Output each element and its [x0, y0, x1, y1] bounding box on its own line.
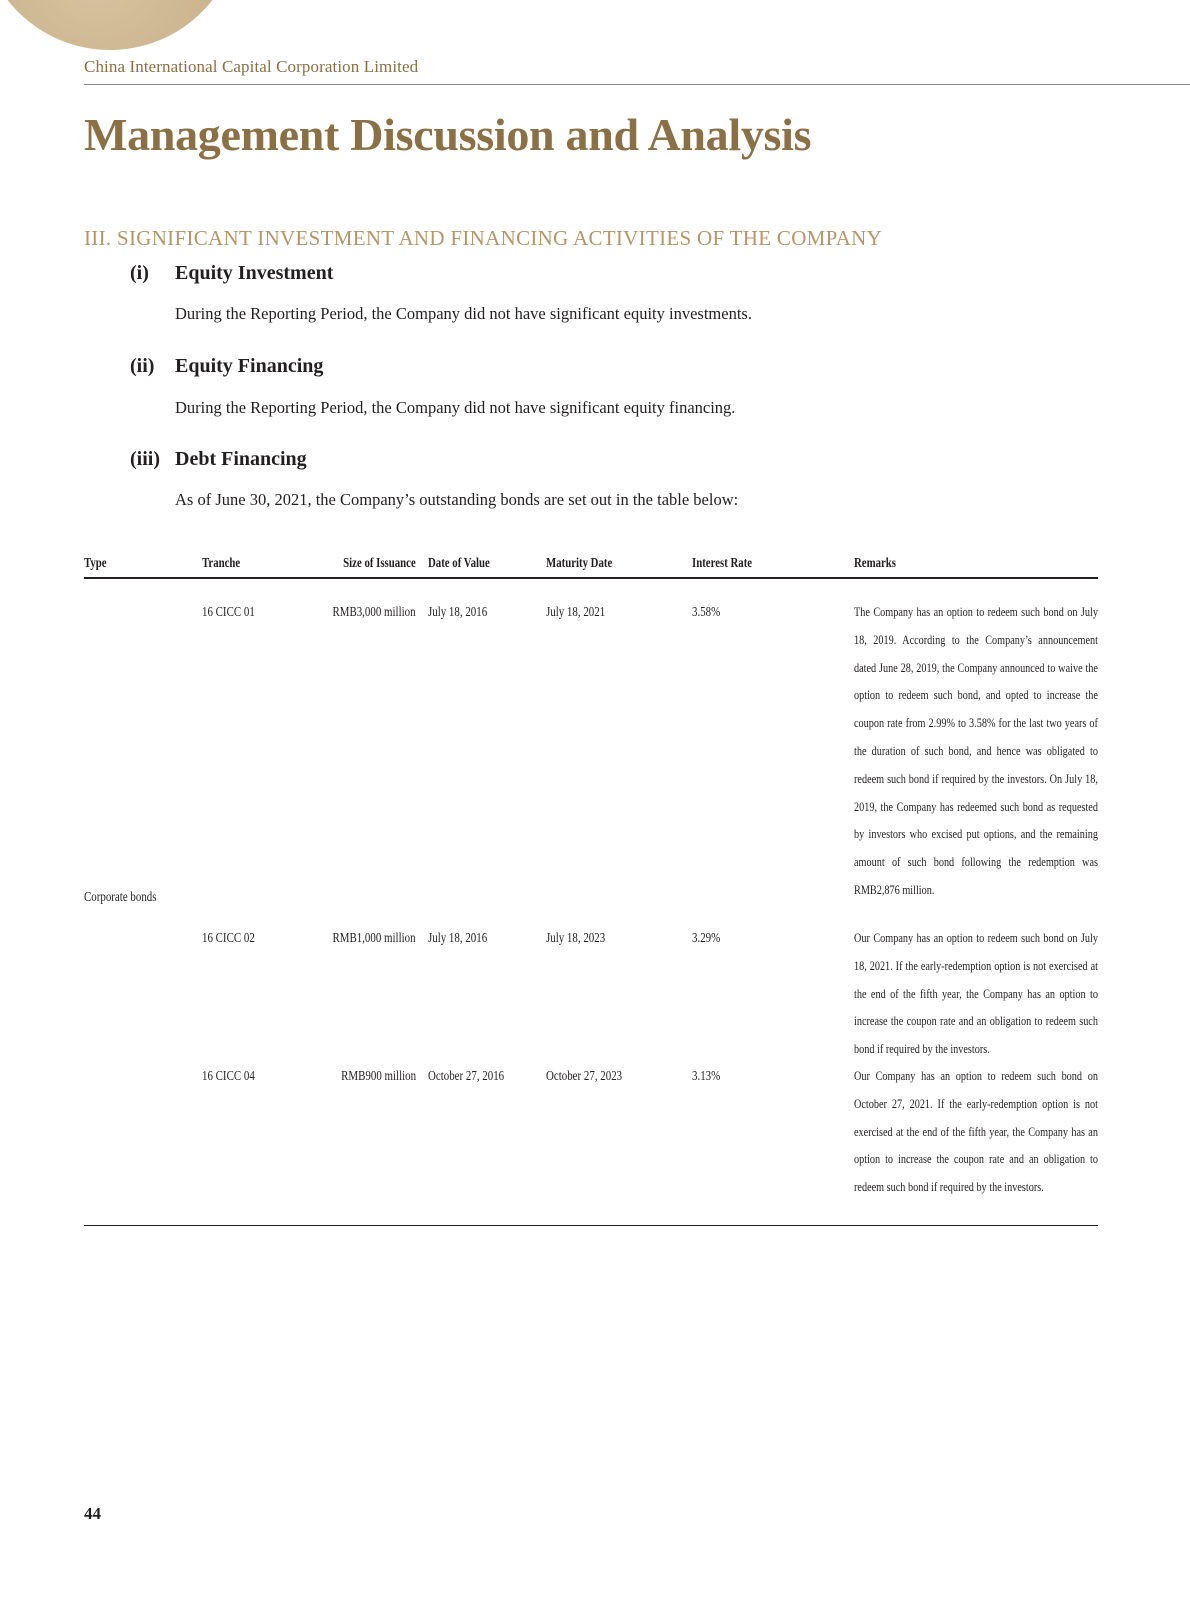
- remarks-cell: [854, 1062, 1098, 1201]
- tranche-cell: 16 CICC 01: [202, 605, 255, 620]
- size-cell: RMB900 million: [341, 1069, 416, 1084]
- date-of-value-cell: July 18, 2016: [428, 605, 488, 620]
- decorative-disc: [0, 0, 240, 50]
- subsection-title: Equity Financing: [175, 355, 324, 377]
- size-cell: RMB3,000 million: [332, 605, 416, 620]
- paragraph-equity-investment: During the Reporting Period, the Company did not have significant equity investments.: [175, 304, 752, 323]
- header-size: Size of Issuance: [343, 555, 416, 570]
- table-bottom-rule: [84, 1225, 1098, 1226]
- rate-cell: 3.13%: [692, 1069, 721, 1084]
- header-type: Type: [84, 555, 107, 570]
- remarks-text: Our Company has an option to redeem such bond on October 27, 2021. If the early-redemption option is not exercised at the end of the fifth year, the Company has an option to increase the coupon rate and an obligation to redeem such bond if required by the investors.: [854, 1068, 1098, 1195]
- remarks-cell: [854, 924, 1098, 1063]
- maturity-cell: October 27, 2023: [546, 1069, 623, 1084]
- date-of-value-cell: July 18, 2016: [428, 931, 488, 946]
- header-tranche: Tranche: [202, 555, 241, 570]
- header-interest-rate: Interest Rate: [692, 555, 753, 570]
- size-cell: RMB1,000 million: [332, 931, 416, 946]
- subsection-heading-equity-financing: [130, 355, 323, 378]
- page-number: 44: [84, 1504, 101, 1523]
- maturity-cell: July 18, 2023: [546, 931, 606, 946]
- header-maturity-date: Maturity Date: [546, 555, 613, 570]
- remarks-cell: [854, 598, 1098, 904]
- section-title: III. SIGNIFICANT INVESTMENT AND FINANCING ACTIVITIES OF THE COMPANY: [84, 226, 883, 250]
- header-date-of-value: Date of Value: [428, 555, 490, 570]
- page-title: Management Discussion and Analysis: [84, 109, 812, 160]
- date-of-value-cell: October 27, 2016: [428, 1069, 505, 1084]
- remarks-text: The Company has an option to redeem such bond on July 18, 2019. According to the Company’s announcement dated June 28, 2019, the Company announced to waive the option to redeem such bond, and opted to increase the coupon rate from 2.99% to 3.58% for the last two years of the duration of such bond, and hence was obligated to redeem such bond if required by the investors. On July 18, 2019, the Company has redeemed such bond as requested by investors who excised put options, and the remaining amount of such bond following the redemption was RMB2,876 million.: [854, 604, 1098, 897]
- remarks-text: Our Company has an option to redeem such bond on July 18, 2021. If the early-redemption option is not exercised at the end of the fifth year, the Company has an option to increase the coupon rate and an obligation to redeem such bond if required by the investors.: [854, 930, 1098, 1057]
- subsection-number: (iii): [130, 448, 160, 470]
- subsection-title: Equity Investment: [175, 262, 334, 284]
- paragraph-equity-financing: During the Reporting Period, the Company did not have significant equity financing.: [175, 398, 736, 417]
- rate-cell: 3.29%: [692, 931, 721, 946]
- header-divider: [84, 84, 1190, 85]
- company-name: China International Capital Corporation Limited: [84, 57, 419, 76]
- tranche-cell: 16 CICC 02: [202, 931, 255, 946]
- table-header-row: [84, 553, 1098, 579]
- rate-cell: 3.58%: [692, 605, 721, 620]
- tranche-cell: 16 CICC 04: [202, 1069, 255, 1084]
- subsection-number: (ii): [130, 355, 155, 377]
- paragraph-debt-financing: As of June 30, 2021, the Company’s outstanding bonds are set out in the table below:: [175, 490, 739, 509]
- header-remarks: Remarks: [854, 555, 896, 570]
- subsection-title: Debt Financing: [175, 448, 307, 470]
- subsection-heading-equity-investment: [130, 262, 333, 285]
- type-cell: Corporate bonds: [84, 890, 157, 905]
- subsection-heading-debt-financing: [130, 448, 307, 471]
- subsection-number: (i): [130, 262, 149, 284]
- maturity-cell: July 18, 2021: [546, 605, 606, 620]
